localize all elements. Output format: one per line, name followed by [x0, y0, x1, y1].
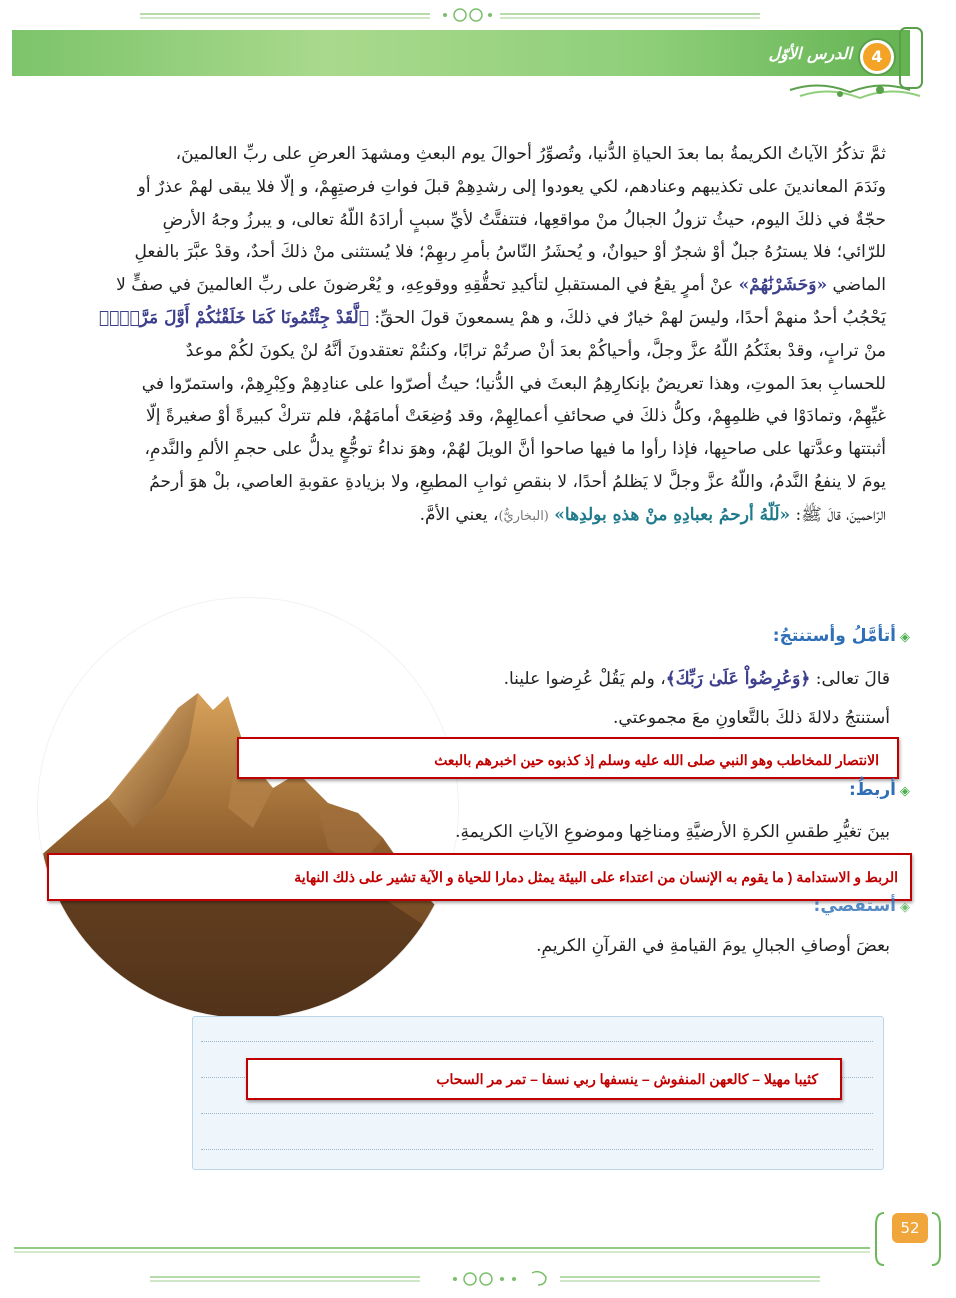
hadith-quote: «لَلّهُ أرحمُ بعبادِهِ منْ هذهِ بولدِها» — [554, 504, 791, 525]
diamond-bullet-icon: ◈ — [900, 784, 910, 799]
paragraph-line: غيِّهِمْ، وتمادَوْا في ظلمِهِمْ، وكلُّ ذلكَ في صحائفِ أعمالِهِمْ، وقد وُضِعَتْ أمامَهُمْ، فلم تتركْ كبيرةً أوْ صغيرةً إلّا — [146, 406, 886, 427]
note-line — [201, 1113, 873, 1114]
paragraph-line: أثبتتها وعدَّتها على صاحبِها، فإذا رأوا ما فيها صاحوا أنَّ الويلَ لهُمْ، وهوَ نداءُ توجُّعٍ يدلُّ على حجمِ الألمِ والنَّدمِ، — [144, 439, 886, 460]
text-segment: ، يعني الأمَّ. — [419, 504, 499, 525]
text-segment: يَحْجُبُ أحدٌ منهمْ أحدًا، وليسَ لهمْ خيارٌ في ذلكَ، و همْ يسمعونَ قولَ الحقِّ: — [368, 307, 886, 328]
paragraph-line: منْ ترابٍ، وقدْ بعثَكُمُ اللّهُ عزَّ وجلَّ، وأحياكُمْ بعدَ أنْ صرتُمْ ترابًا، وكنتُمْ تعتقدونَ أنَّهُ لنْ يكونَ لكُمْ موعدٌ — [185, 340, 886, 361]
connect-answer: الربط و الاستدامة ( ما يقوم به الإنسان من اعتداء على البيئة يمثل دمارا للحياة و الآية تشير على ذلك النهاية — [47, 853, 912, 901]
paragraph-line: حجّةٌ في ذلكَ اليوم، حيثُ تزولُ الجبالُ منْ مواقعِها، فتتفتَّتُ لأيِّ سببٍ أرادَهُ اللّهُ تعالى، و يبرزُ وجهُ الأرضِ — [162, 209, 886, 230]
reflect-line-1: قالَ تعالى: ﴿وَعُرِضُواْ عَلَىٰ رَبِّكَ﴾، ولم يَقُلْ عُرِضوا علينا. — [503, 669, 890, 689]
main-paragraph — [80, 138, 886, 534]
connect-line-1: بينَ تغيُّرِ طقسِ الكرةِ الأرضيَّةِ ومناخِها وموضوعِ الآياتِ الكريمةِ. — [455, 822, 890, 842]
hadith-source: (البخاريُّ) — [498, 508, 549, 524]
paragraph-line: ثمَّ تذكُرُ الآياتُ الكريمةُ بما بعدَ الحياةِ الدُّنيا، وتُصوِّرُ أحوالَ يوم البعثِ ومشهدَ العرضِ على ربِّ العالمينَ، — [175, 144, 886, 164]
conclude-answer: كثيبا مهيلا – كالعهن المنفوش – ينسفها ربي نسفا – تمر مر السحاب — [246, 1058, 842, 1100]
paragraph-line — [80, 302, 886, 335]
page-number: 52 — [892, 1213, 928, 1243]
paragraph-line: للرّائي؛ فلا يسترُهُ جبلٌ أوْ شجرٌ أوْ حيوانٌ، و يُحشَرُ النّاسُ بأمرِ ربهِمْ؛ فلا يُستثنى منْ ذلكَ أحدٌ، وقدْ عبَّرَ بالفعلِ — [134, 242, 886, 263]
paragraph-line: ونَدَمَ المعاندينَ على تكذيبهم وعنادهم، لكي يعودوا إلى رشدِهِمْ قبلَ فواتِ فرصتِهِمْ، و إلّا فلا يبقى لهمْ عذرٌ أو — [137, 176, 886, 197]
quran-quote: ﴿وَعُرِضُواْ عَلَىٰ رَبِّكَ﴾ — [665, 669, 811, 689]
note-line — [201, 1149, 873, 1150]
note-line — [201, 1041, 873, 1042]
reflect-title: ◈أتأمَّلُ وأستنتجُ: — [772, 626, 910, 646]
bottom-ornament — [0, 1205, 956, 1298]
connect-title: ◈أربطُ: — [849, 780, 910, 800]
paragraph-line: يومَ لا ينفعُ النَّدمُ، واللّهُ عزَّ وجلَّ لا يَظلمُ أحدًا، لا بنقصِ ثوابِ المطيعِ، ولا بزيادةِ عقوبةِ العاصي، بلْ هوَ أرحمُ — [149, 471, 886, 492]
quran-quote: «وَحَشَرْنَٰهُمْ» — [738, 275, 828, 296]
lesson-number-badge: 4 — [860, 40, 894, 74]
paragraph-line: للحسابِ بعدَ الموتِ، وهذا تعريضٌ بإنكارِهِمُ البعثَ في الدُّنيا؛ حيثُ أصرّوا على عنادِهِمْ وكِبْرِهِمْ، واستمرّوا في — [141, 373, 886, 394]
text-segment: الماضي — [827, 275, 886, 296]
diamond-bullet-icon: ◈ — [900, 900, 910, 915]
reflect-line-2: أستنتجُ دلالةَ ذلكَ بالتَّعاونِ معَ مجموعتي. — [613, 708, 890, 728]
quran-quote: ﴿لَّقَدْ جِئْتُمُونَا كَمَا خَلَقْنَٰكُمْ أَوَّلَ مَرَّةٍۭ﴾ — [98, 307, 369, 328]
diamond-bullet-icon: ◈ — [900, 630, 910, 645]
paragraph-line — [80, 269, 886, 302]
lesson-title: الدرس الأوّل — [768, 44, 852, 63]
conclude-line-1: بعضَ أوصافِ الجبالِ يومَ القيامةِ في القرآنِ الكريمِ. — [536, 936, 890, 956]
conclude-title: ◈أستقصي: — [813, 896, 910, 916]
mountain-image — [38, 598, 458, 1018]
mountain-icon — [38, 598, 458, 1018]
reflect-answer: الانتصار للمخاطب وهو النبي صلى الله عليه وسلم إذ كذبوه حين اخبرهم بالبعث — [237, 737, 899, 779]
text-segment: الرّاحمينَ، قالَ ﷺ: — [790, 504, 886, 525]
paragraph-line — [80, 499, 886, 534]
text-segment: عنْ أمرٍ يقعُ في المستقبلِ لتأكيدِ تحقُّقِهِ ووقوعِهِ، و يُعْرضونَ على ربِّ العالمينَ في صفٍّ لا — [116, 275, 739, 296]
